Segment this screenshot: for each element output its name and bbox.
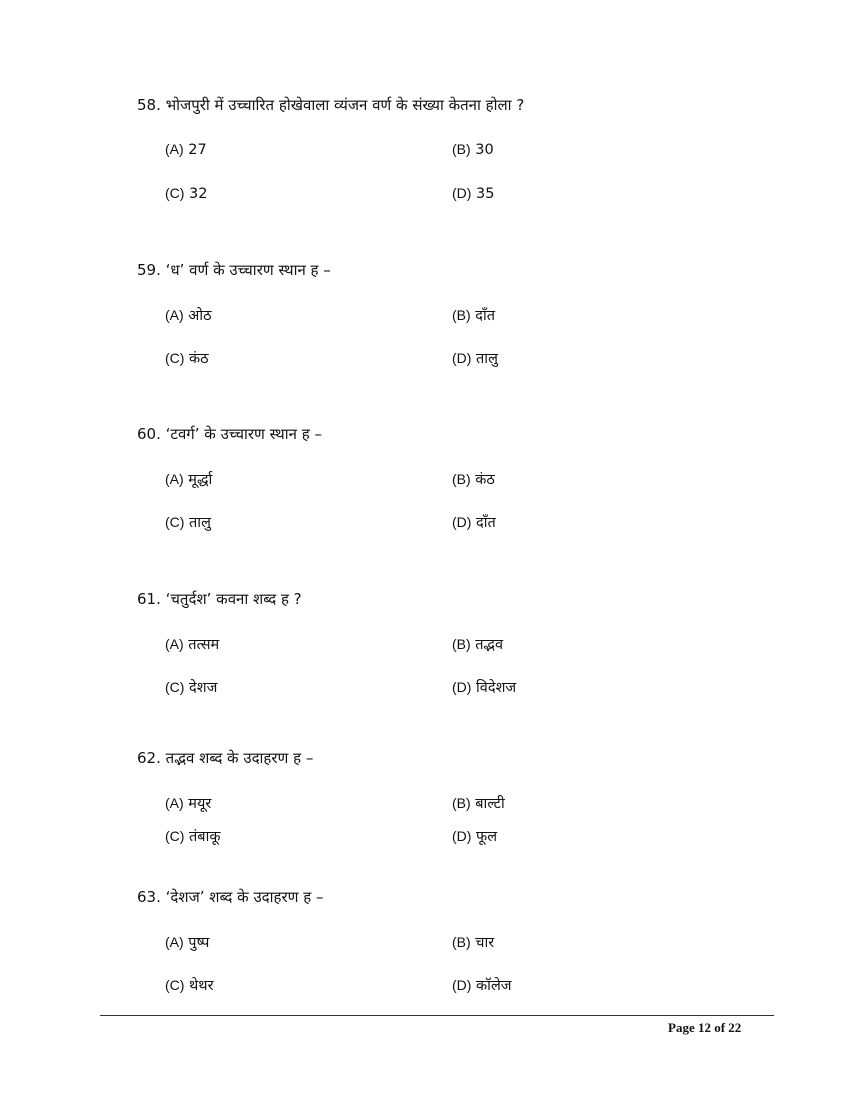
question-text: ‘ध’ वर्ण के उच्चारण स्थान ह –	[165, 261, 331, 279]
option-60-c: (C) तालु	[165, 514, 211, 531]
option-59-a: (A) ओठ	[165, 307, 212, 324]
option-61-a: (A) तत्सम	[165, 636, 220, 653]
question-number: 60.	[137, 425, 161, 443]
option-63-d: (D) कॉलेज	[452, 977, 512, 994]
option-62-d: (D) फूल	[452, 828, 498, 845]
option-60-b: (B) कंठ	[452, 471, 495, 488]
question-59	[137, 260, 331, 280]
page-number: Page 12 of 22	[668, 1020, 742, 1035]
question-number: 62.	[137, 749, 161, 767]
option-60-a: (A) मूर्द्धा	[165, 471, 213, 488]
option-59-c: (C) कंठ	[165, 350, 209, 367]
option-58-b: (B) 30	[452, 141, 494, 158]
option-58-a: (A) 27	[165, 141, 207, 158]
question-number: 61.	[137, 590, 161, 608]
option-59-d: (D) तालु	[452, 350, 498, 367]
footer-divider	[100, 1015, 774, 1016]
option-63-c: (C) थेथर	[165, 977, 214, 994]
option-61-b: (B) तद्भव	[452, 636, 504, 653]
question-60	[137, 424, 322, 444]
question-number: 59.	[137, 261, 161, 279]
option-62-a: (A) मयूर	[165, 795, 212, 812]
question-61	[137, 589, 302, 609]
option-61-c: (C) देशज	[165, 679, 218, 696]
question-text: तद्भव शब्द के उदाहरण ह –	[165, 749, 314, 767]
question-text: ‘देशज’ शब्द के उदाहरण ह –	[165, 888, 324, 906]
question-text: ‘टवर्ग’ के उच्चारण स्थान ह –	[165, 425, 322, 443]
option-60-d: (D) दाँत	[452, 514, 496, 531]
question-number: 58.	[137, 96, 161, 114]
question-58	[137, 95, 524, 115]
question-62	[137, 748, 313, 768]
option-58-c: (C) 32	[165, 185, 208, 202]
option-61-d: (D) विदेशज	[452, 679, 517, 696]
question-number: 63.	[137, 888, 161, 906]
question-text: ‘चतुर्दश’ कवना शब्द ह ?	[165, 590, 302, 608]
question-text: भोजपुरी में उच्चारित होखेवाला व्यंजन वर्ण के संख्या केतना होला ?	[165, 96, 525, 114]
option-62-b: (B) बाल्टी	[452, 795, 505, 812]
question-63	[137, 887, 323, 907]
option-63-b: (B) चार	[452, 934, 495, 951]
option-62-c: (C) तंबाकू	[165, 828, 221, 845]
option-63-a: (A) पुष्प	[165, 934, 210, 951]
option-59-b: (B) दाँत	[452, 307, 496, 324]
option-58-d: (D) 35	[452, 185, 495, 202]
